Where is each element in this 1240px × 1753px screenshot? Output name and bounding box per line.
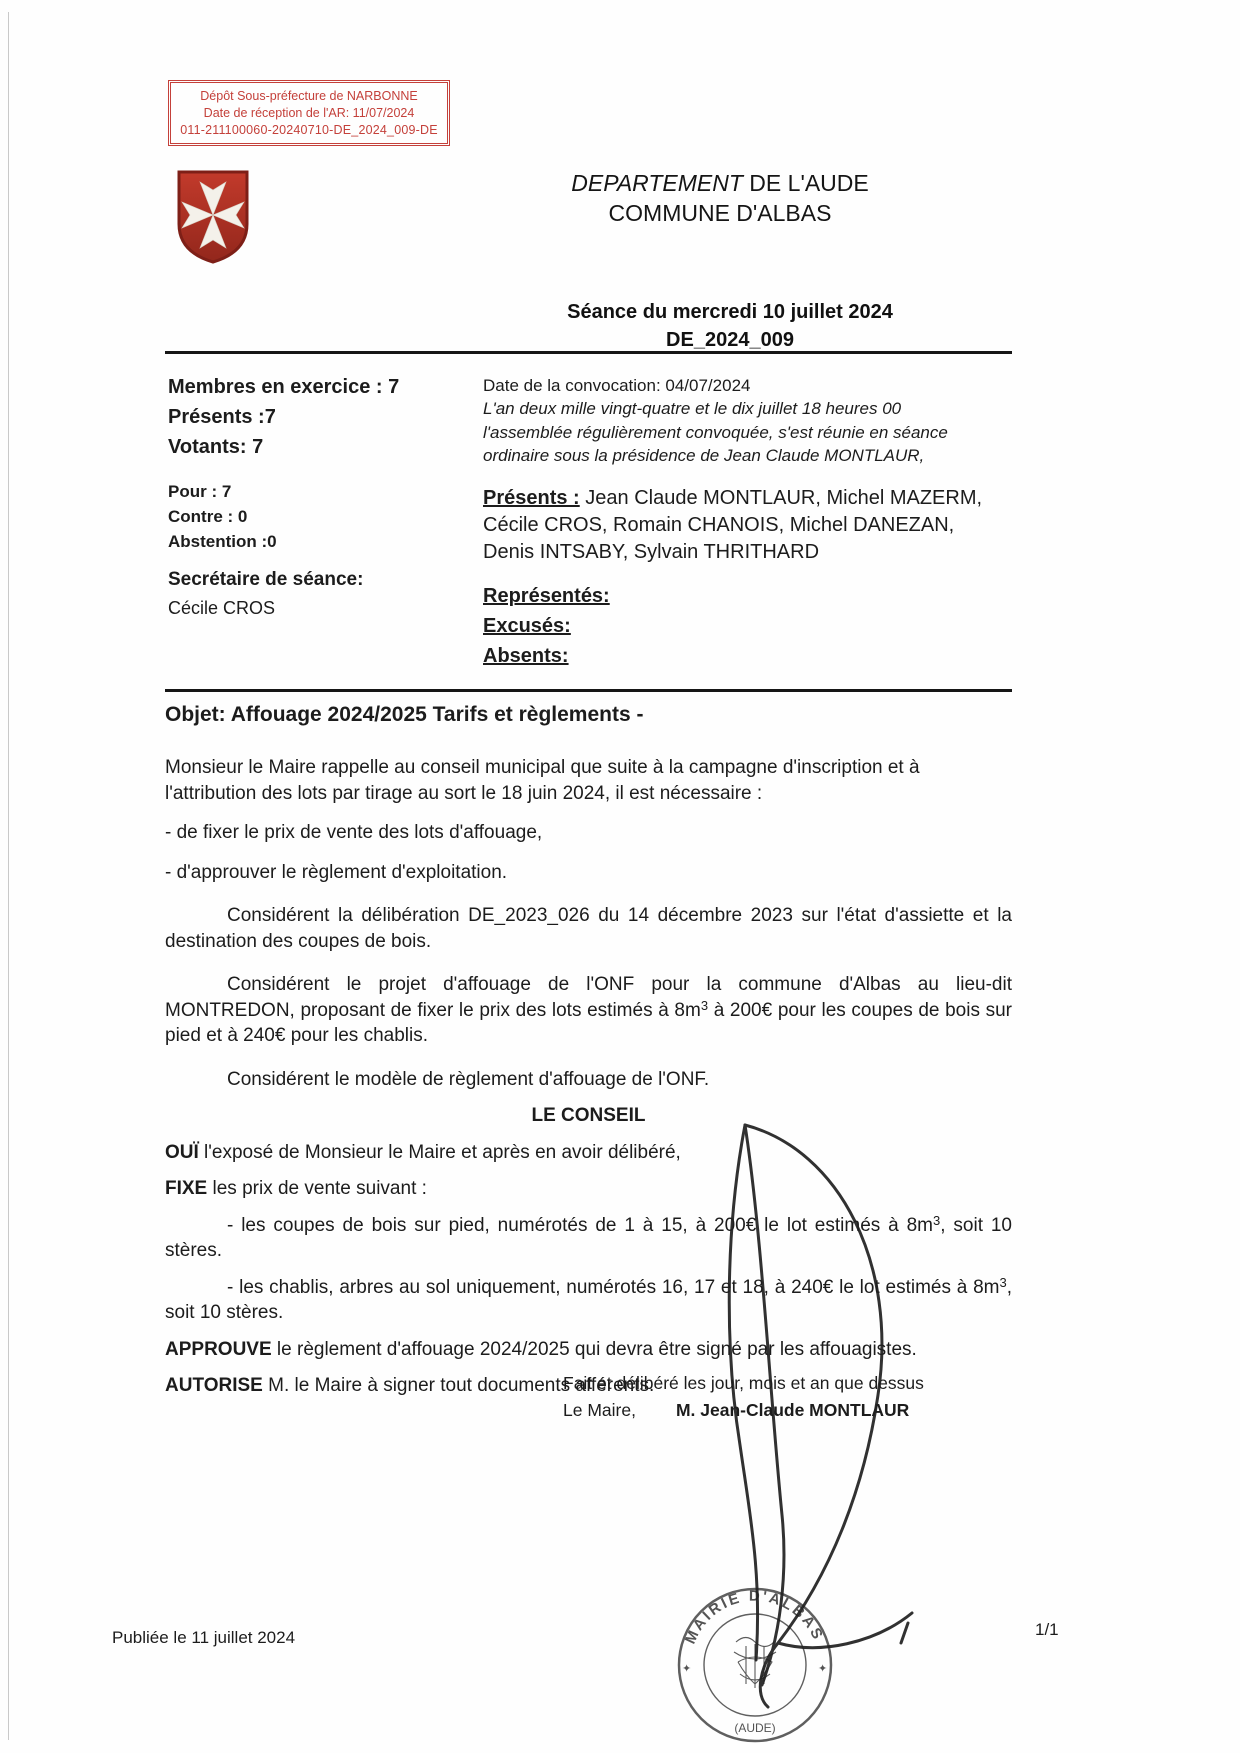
department-title [430,168,1010,198]
abstention-count: Abstention :0 [168,532,277,551]
maire-name: M. Jean-Claude MONTLAUR [675,1400,910,1420]
publication-date: Publiée le 11 juillet 2024 [112,1628,296,1647]
svg-text:✦: ✦ [682,1663,692,1675]
horizontal-rule-top [165,351,1012,354]
intro-paragraph: Monsieur le Maire rappelle au conseil municipal que suite à la campagne d'inscription et à l'attribution des lots par tirage au sort le 18 juin 2024, il est nécessaire : [165,757,920,804]
horizontal-rule-objet [165,689,1012,692]
oui-paragraph: OUÏ l'exposé de Monsieur le Maire et après en avoir délibéré, [165,1141,681,1163]
session-date: Séance du mercredi 10 juillet 2024 [567,301,893,323]
presents-list [483,485,983,566]
session-preamble: L'an deux mille vingt-quatre et le dix juillet 18 heures 00 l'assemblée régulièrement convoquée, s'est réunie en séance ordinaire sous la présidence de Jean Claude MONTLAUR, [483,399,948,465]
fait-delibere-line: Fait et délibéré les jour, mois et an que dessus [563,1373,924,1393]
considerant-modele: Considérent le modèle de règlement d'affouage de l'ONF. [227,1068,710,1090]
signature [650,1095,990,1750]
presents-label: Présents : [483,486,580,509]
presents-count: Présents :7 [168,406,276,428]
conseil-heading: LE CONSEIL [531,1105,646,1126]
convocation-panel [483,374,983,671]
department-rest: DE L'AUDE [742,170,869,196]
superscript-3: 3 [700,997,709,1013]
prefecture-reception-stamp [168,80,450,146]
fixe-item-chablis: - les chablis, arbres au sol uniquement, numérotés 16, 17 et 18, à 240€ le lot estimés à $8m^3$, soit 10 stères. [165,1274,1012,1323]
autorise-paragraph: AUTORISE M. le Maire à signer tout documents afférents. [165,1375,655,1396]
presents-names: Jean Claude MONTLAUR, Michel MAZERM, Cécile CROS, Romain CHANOIS, Michel DANEZAN, Denis INTSABY, Sylvain THRITHARD [483,486,983,563]
convocation-date: Date de la convocation: 04/07/2024 [483,376,751,395]
session-block [450,298,1010,354]
considerant-projet-onf: Considérent le projet d'affouage de l'ONF pour la commune d'Albas au lieu-dit MONTREDON, proposant de fixer le prix des lots estimés à $8m^3$ à 200€ pour les coupes de bois sur pied et à 240€ pour les chablis. [165,974,1013,1046]
excuses-label: Excusés: [483,614,571,637]
fixe-paragraph: FIXE les prix de vente suivant : [165,1178,427,1199]
maire-label: Le Maire, [563,1400,636,1420]
stamp-line-reference: 011-211100060-20240710-DE_2024_009-DE [180,123,438,137]
bullet-approuver-reglement: - d'approuver le règlement d'exploitation. [165,861,508,883]
fixe-item-coupes: - les coupes de bois sur pied, numérotés de 1 à 15, à 200€ le lot estimés à $8m^3$, soit 10 stères. [165,1212,1012,1261]
seal-top-text: MAIRIE D'ALBAS [681,1587,827,1647]
secretaire-name: Cécile CROS [168,598,276,618]
representes-label: Représentés: [483,584,610,607]
pour-count: Pour : 7 [168,482,232,501]
superscript-3: 3 [999,1274,1007,1290]
svg-text:✦: ✦ [818,1663,828,1675]
absents-label: Absents: [483,644,569,667]
approuve-paragraph: APPROUVE le règlement d'affouage 2024/2025 qui devra être signé par les affouagistes. [165,1338,917,1360]
page-number: 1/1 [1035,1620,1059,1639]
absence-roles [483,581,983,671]
vote-summary-panel [168,372,473,621]
contre-count: Contre : 0 [168,507,248,526]
stamp-line-depot: Dépôt Sous-préfecture de NARBONNE [200,89,418,103]
considerant-deliberation: Considérent la délibération DE_2023_026 du 14 décembre 2023 sur l'état d'assiette et la destination des coupes de bois. [165,905,1012,952]
superscript-3: 3 [933,1212,941,1228]
votants-count: Votants: 7 [168,436,264,458]
document-header [430,168,1010,228]
objet-title: Objet: Affouage 2024/2025 Tarifs et règlements - [165,703,644,726]
membres-count: Membres en exercice : 7 [168,376,400,398]
session-reference: DE_2024_009 [666,329,794,351]
bullet-fixer-prix: - de fixer le prix de vente des lots d'affouage, [165,822,543,843]
department-word: DEPARTEMENT [571,170,743,196]
commune-title: COMMUNE D'ALBAS [608,200,832,226]
seal-bottom-text: (AUDE) [734,1721,776,1735]
scan-artifact-line [8,12,9,1740]
stamp-line-date: Date de réception de l'AR: 11/07/2024 [203,106,415,120]
secretaire-label: Secrétaire de séance: [168,569,364,590]
albas-coat-of-arms [175,168,251,271]
